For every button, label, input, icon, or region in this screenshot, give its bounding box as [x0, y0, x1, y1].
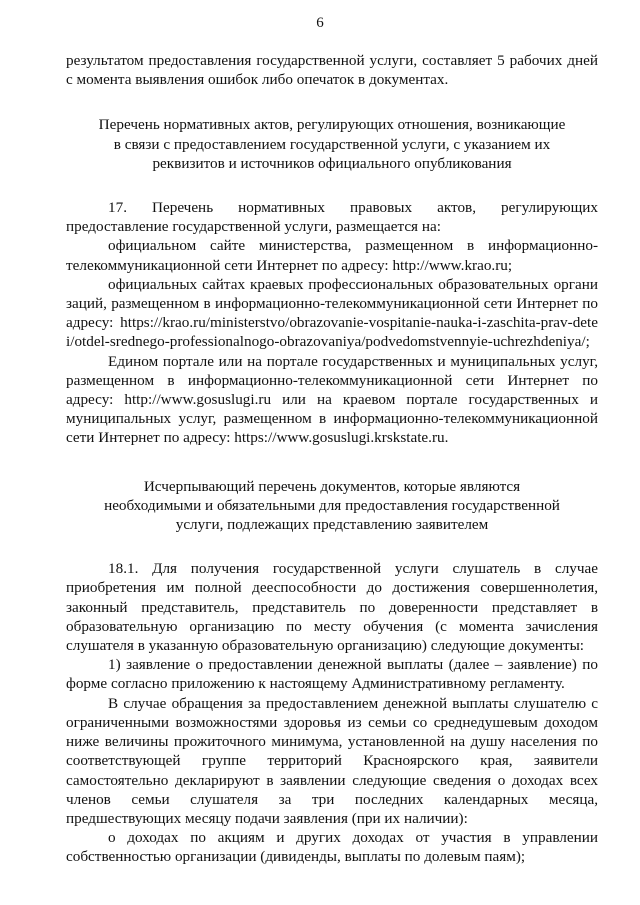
paragraph-17-intro: 17. Перечень нормативных правовых актов, регулирующих предоставление государственной услуги, размещается на: — [66, 199, 598, 236]
paragraph-18-1-dividends: о доходах по акциям и других доходах от участия в управлении собственностью организации (дивиденды, выплаты по долевым паям); — [66, 829, 598, 866]
page-number: 6 — [316, 15, 324, 31]
paragraph-18-1-item-application: 1) заявление о предоставлении денежной выплаты (далее – заявление) по форме согласно приложению к настоящему Административному регламенту. — [66, 656, 598, 693]
paragraph-continuation: результатом предоставления государственной услуги, составляет 5 рабочих дней с момента выявления ошибок либо опечаток в документах. — [66, 52, 598, 89]
paragraph-17-item-ministry-site: официальном сайте министерства, размещенном в информационно-телекоммуникационной сети Интернет по адресу: http://www.krao.ru; — [66, 237, 598, 274]
section-heading-required-documents: Исчерпывающий перечень документов, которые являются необходимыми и обязательными для предоставления государственной услуги, подлежащих представлению заявителем — [104, 477, 560, 534]
section-heading-normative-acts: Перечень нормативных актов, регулирующих отношения, возникающие в связи с предоставлением государственной услуги, с указанием их реквизитов и источников официального опубликования — [98, 116, 566, 172]
paragraph-17-item-regional-sites: официальных сайтах краевых профессиональных образовательных организаций, размещенном в информационно-телекоммуникационной сети Интернет по адресу: https://krao.ru/ministerstvo/obrazovanie-vospitanie-nauka-i-zaschita-prav-detei/otdel-srednego-professionalnogo-obrazovaniya/podvedomstvennyie-uchrezhdeniya/; — [66, 275, 598, 351]
paragraph-18-1: 18.1. Для получения государственной услуги слушатель в случае приобретения им полной дееспособности до достижения совершеннолетия, законный представитель, представитель по доверенности представляет в образовательную организацию по месту обучения (с момента зачисления слушателя в указанную образовательную организацию) следующие документы: — [66, 560, 598, 655]
paragraph-18-1-disability-case: В случае обращения за предоставлением денежной выплаты слушателю с ограниченными возможностями здоровья из семьи со среднедушевым доходом ниже величины прожиточного минимума, установленной на душу населения по соответствующей группе территорий Красноярского края, заявители самостоятельно декларируют в заявлении следующие сведения о доходах всех членов семьи слушателя за три последних календарных месяца, предшествующих месяцу подачи заявления (при их наличии): — [66, 694, 598, 827]
document-body — [66, 51, 598, 867]
paragraph-17-item-unified-portal: Едином портале или на портале государственных и муниципальных услуг, размещенном в информационно-телекоммуникационной сети Интернет по адресу: http://www.gosuslugi.ru или на краевом портале государственных и муниципальных услуг, размещенном в информационно-телекоммуникационной сети Интернет по адресу: https://www.gosuslugi.krskstate.ru. — [66, 352, 598, 447]
